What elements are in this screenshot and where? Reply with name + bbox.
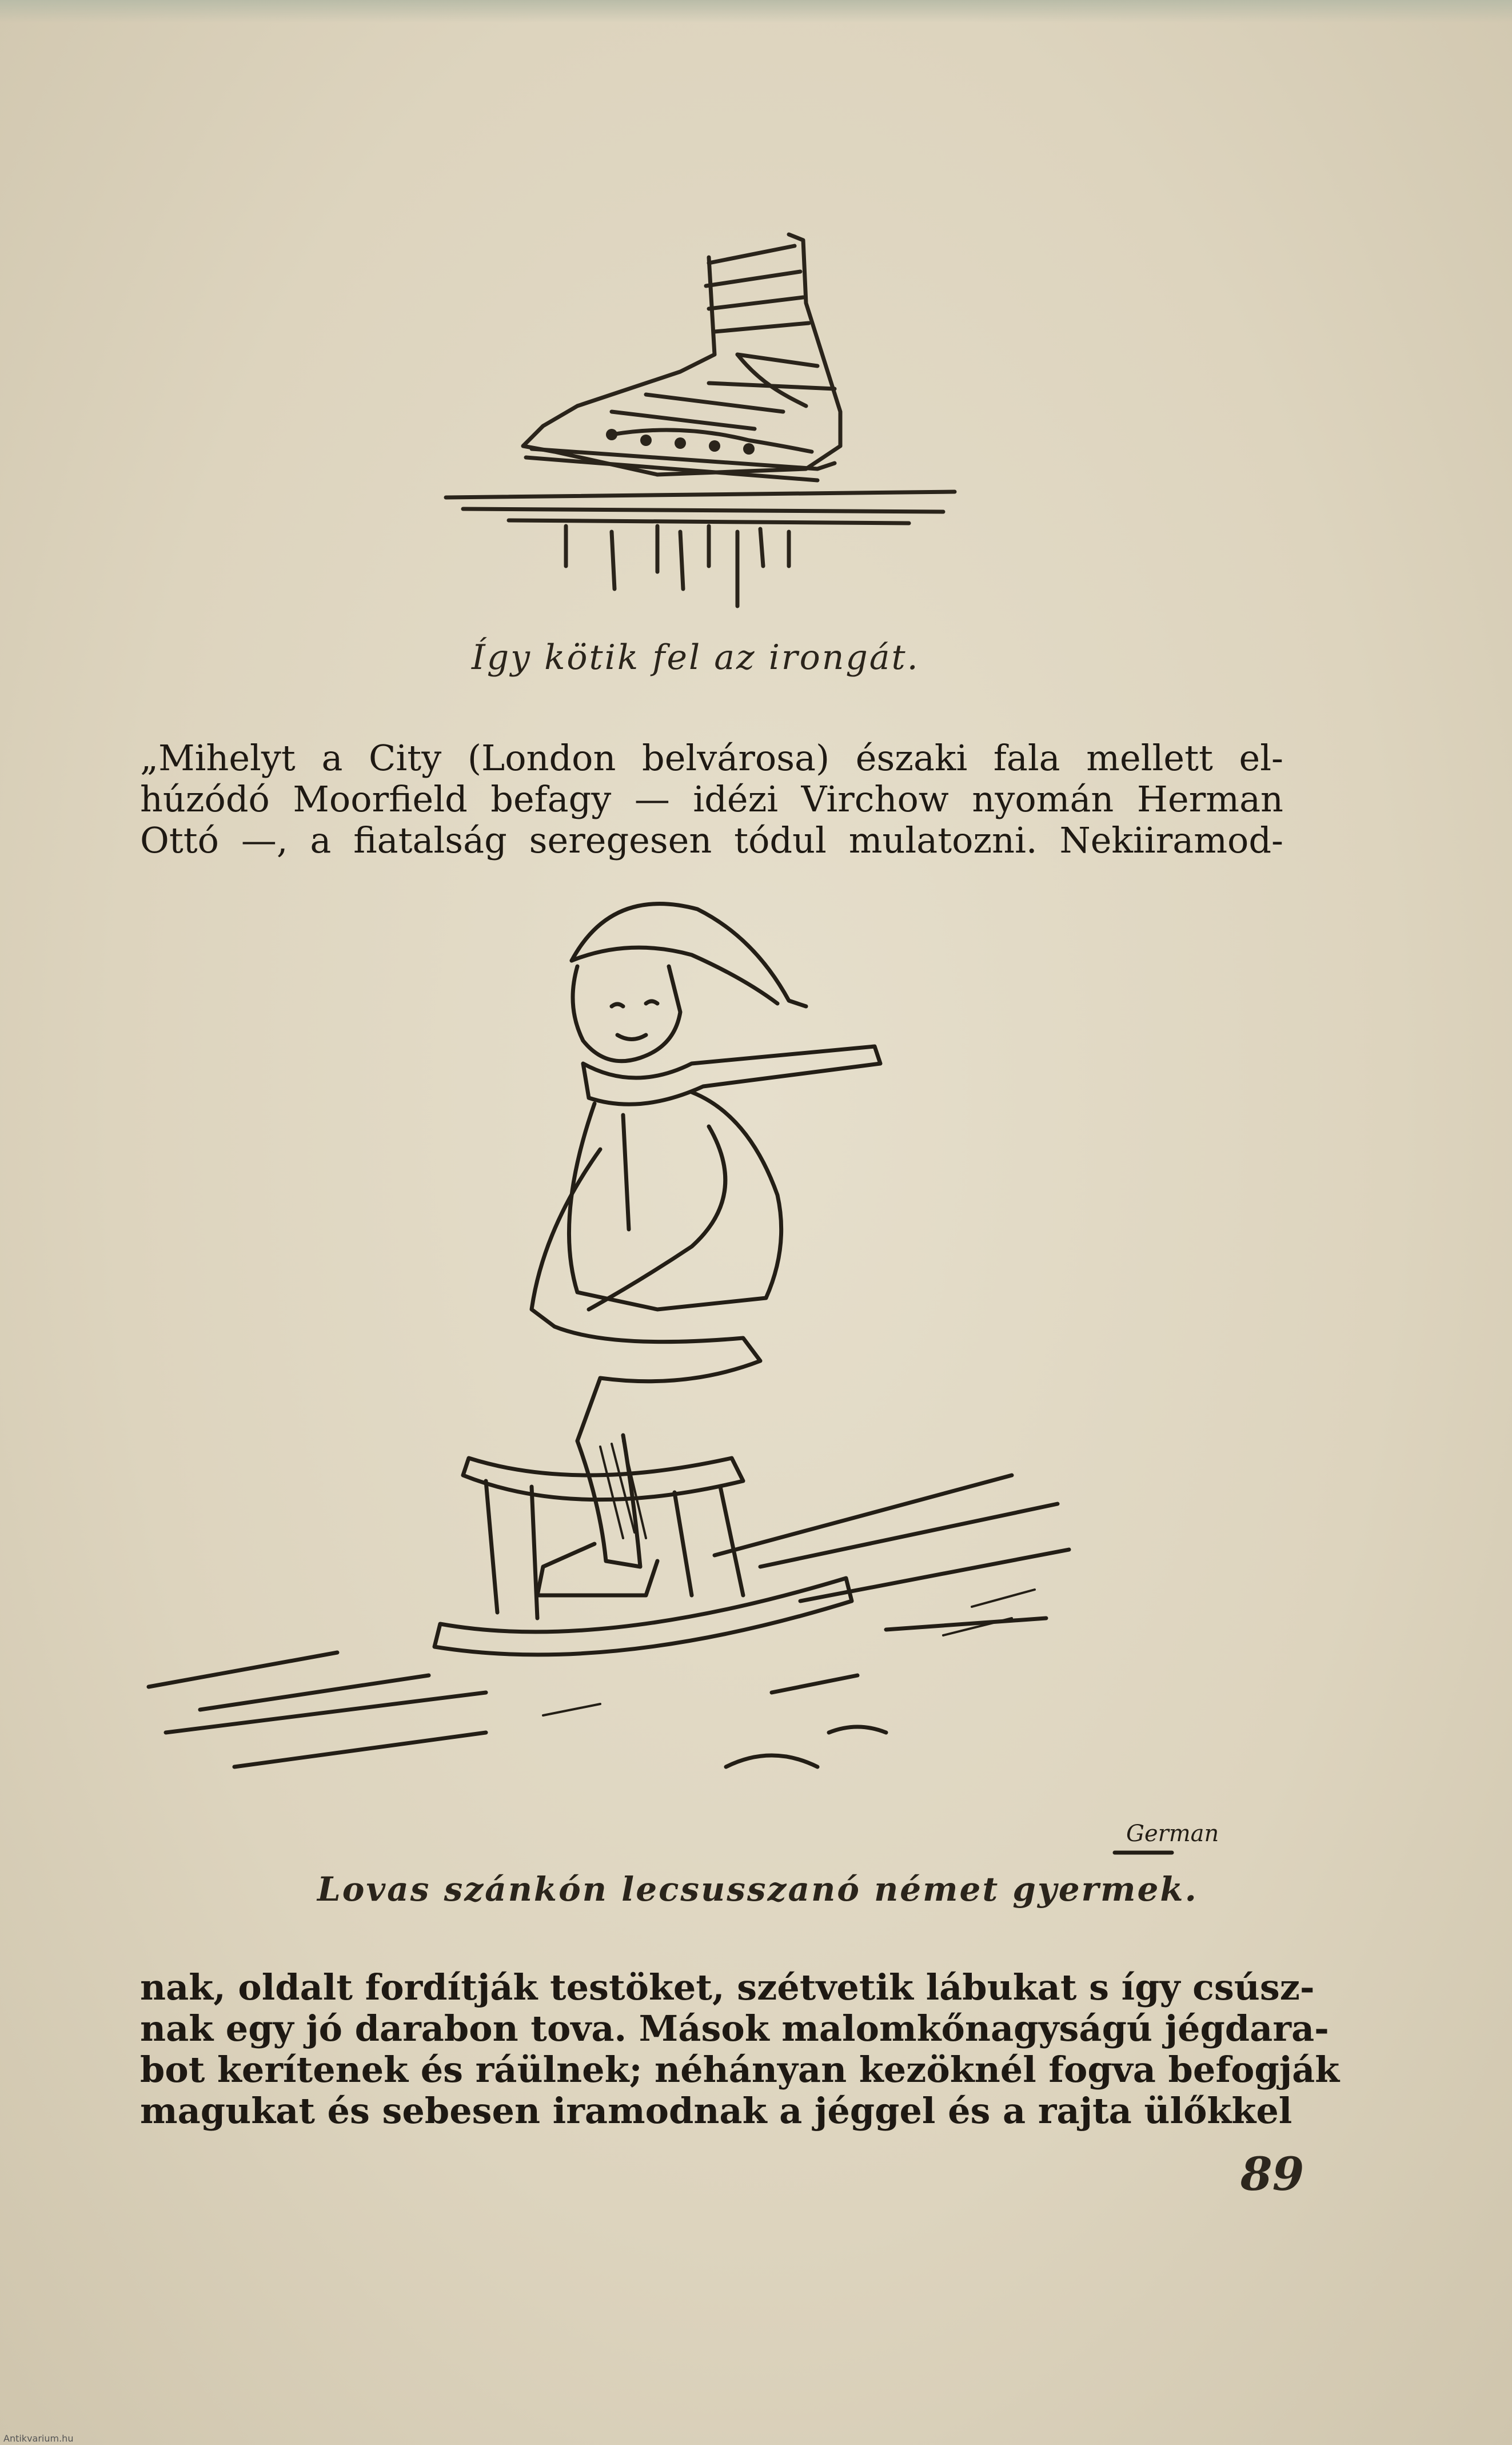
paragraph-1 [140,738,1283,861]
ice-skate-illustration [440,223,966,618]
child-on-sled-illustration [143,875,1286,1875]
main-illustration-caption: Lovas szánkón lecsusszanó német gyermek. [317,1870,1198,1909]
paragraph-line: nak egy jó darabon tova. Mások malomkőnagyságú jégdara- [140,2008,1329,2049]
paragraph-line: Ottó —, a fiatalság seregesen tódul mulatozni. Nekiiramod- [140,819,1283,861]
paragraph-line: bot kerítenek és ráülnek; néhányan kezöknél fogva befogják [140,2049,1340,2090]
illustration-signature: German [1126,1821,1219,1847]
paragraph-2 [140,1966,1340,2132]
paragraph-line: magukat és sebesen iramodnak a jéggel és a rajta ülőkkel [140,2090,1292,2132]
page-number: 89 [1240,2147,1304,2201]
watermark-text: Antikvarium.hu [3,2433,74,2444]
page-edge [0,0,1512,23]
paragraph-line: „Mihelyt a City (London belvárosa) északi fala mellett el- [140,737,1283,779]
top-illustration-caption: Így kötik fel az irongát. [472,638,920,678]
paragraph-line: nak, oldalt fordítják testöket, szétvetik lábukat s így csúsz- [140,1966,1315,2008]
paragraph-line: húzódó Moorfield befagy — idézi Virchow nyomán Herman [140,778,1283,820]
